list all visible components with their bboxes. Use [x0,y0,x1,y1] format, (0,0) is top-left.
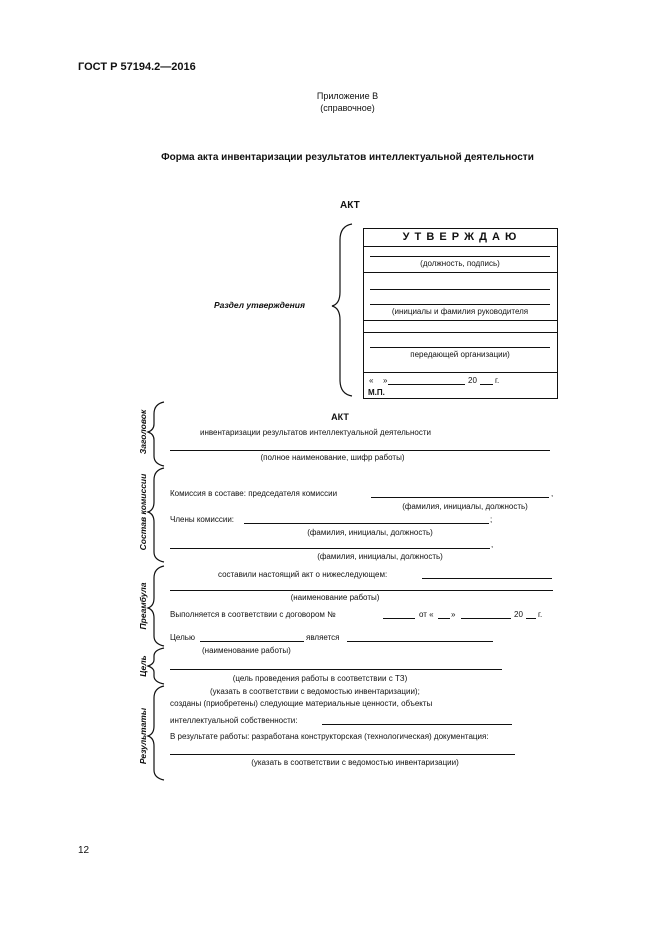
approval-divider [363,372,557,373]
initials-caption: (инициалы и фамилия руководителя [391,307,529,316]
approval-divider [363,272,557,273]
section-label-goal: Цель [138,655,148,677]
members-text: Члены комиссии: [170,515,235,524]
section-label-commission: Состав комиссии [138,473,148,551]
contract-number-line [383,618,415,619]
approval-section-label: Раздел утверждения [214,300,305,310]
date-close-quote: » [383,376,388,385]
goal-caption: (цель проведения работы в соответствии с ТЗ) [232,674,408,683]
date-year-prefix: 20 [468,376,477,385]
approval-divider [363,246,557,247]
act-title: АКТ [331,412,349,422]
initials-line-2 [370,304,550,305]
results-ip-line [322,724,512,725]
appendix-title: Приложение В [316,91,379,101]
chair-caption: (фамилия, инициалы, должность) [402,502,528,511]
results-specify-caption: (указать в соответствии с ведомостью инвентаризации) [251,758,459,767]
page-number: 12 [78,845,90,856]
members-caption-1: (фамилия, инициалы, должность) [307,528,433,537]
work-name-line [170,450,550,451]
contract-year-suffix: г. [538,610,543,619]
date-open-quote: « [369,376,374,385]
title-brace [148,402,164,466]
date-year-line [480,384,493,385]
members-line-2 [170,548,490,549]
date-month-line [388,384,465,385]
contract-month-line [461,618,511,619]
standard-header: ГОСТ Р 57194.2—2016 [78,61,196,73]
act-subtitle: инвентаризации результатов интеллектуальной деятельности [200,428,431,437]
preamble-brace [148,566,164,646]
chair-line [371,497,549,498]
section-label-title: Заголовок [138,409,148,455]
results-brace [148,686,164,780]
contract-from-close: » [451,610,456,619]
approve-title: У Т В Е Р Ж Д А Ю [402,231,518,243]
goal-line [170,669,502,670]
results-docs-text: В результате работы: разработана конструкторская (технологическая) документация: [170,732,489,741]
chair-text: Комиссия в составе: председателя комиссии [170,489,338,498]
goal-target-line [347,641,493,642]
appendix-subtitle: (справочное) [320,103,375,113]
initials-line-1 [370,289,550,290]
contract-day-line [438,618,450,619]
approval-brace [332,224,352,396]
position-caption: (должность, подпись) [420,259,500,268]
org-line [370,347,550,348]
goal-specify-caption: (указать в соответствии с ведомостью инвентаризации); [210,687,420,696]
date-year-suffix: г. [495,376,500,385]
org-caption: передающей организации) [410,350,510,359]
goal-work-line [200,641,304,642]
drawn-up-text: составили настоящий акт о нижеследующем: [218,570,388,579]
goal-is-text: является [306,633,340,642]
akt-top-label: АКТ [340,200,360,211]
contract-year-line [526,618,536,619]
position-line [370,256,550,257]
drawn-up-line [422,578,552,579]
contract-from-text: от « [419,610,434,619]
chair-comma: , [551,489,554,498]
approval-divider [363,332,557,333]
preamble-name-line [170,590,553,591]
stamp-label: М.П. [368,388,385,397]
section-label-preamble: Преамбула [138,582,148,630]
members-comma: , [491,540,494,549]
work-caption: (полное наименование, шифр работы) [260,453,405,462]
contract-text: Выполняется в соответствии с договором № [170,610,336,619]
results-created-text: созданы (приобретены) следующие материальные ценности, объекты [170,699,433,708]
form-title: Форма акта инвентаризации результатов интеллектуальной деятельности [161,152,534,163]
members-semicolon: ; [490,515,493,524]
commission-brace [148,468,164,562]
contract-year-prefix: 20 [514,610,523,619]
section-label-results: Результаты [138,707,148,765]
goal-work-caption: (наименование работы) [202,646,291,655]
goal-brace [148,648,164,684]
preamble-name-caption: (наименование работы) [290,593,380,602]
results-ip-text: интеллектуальной собственности: [170,716,298,725]
approval-divider [363,320,557,321]
members-line-1 [244,523,489,524]
goal-prefix: Целью [170,633,195,642]
members-caption-2: (фамилия, инициалы, должность) [317,552,443,561]
results-docs-line [170,754,515,755]
